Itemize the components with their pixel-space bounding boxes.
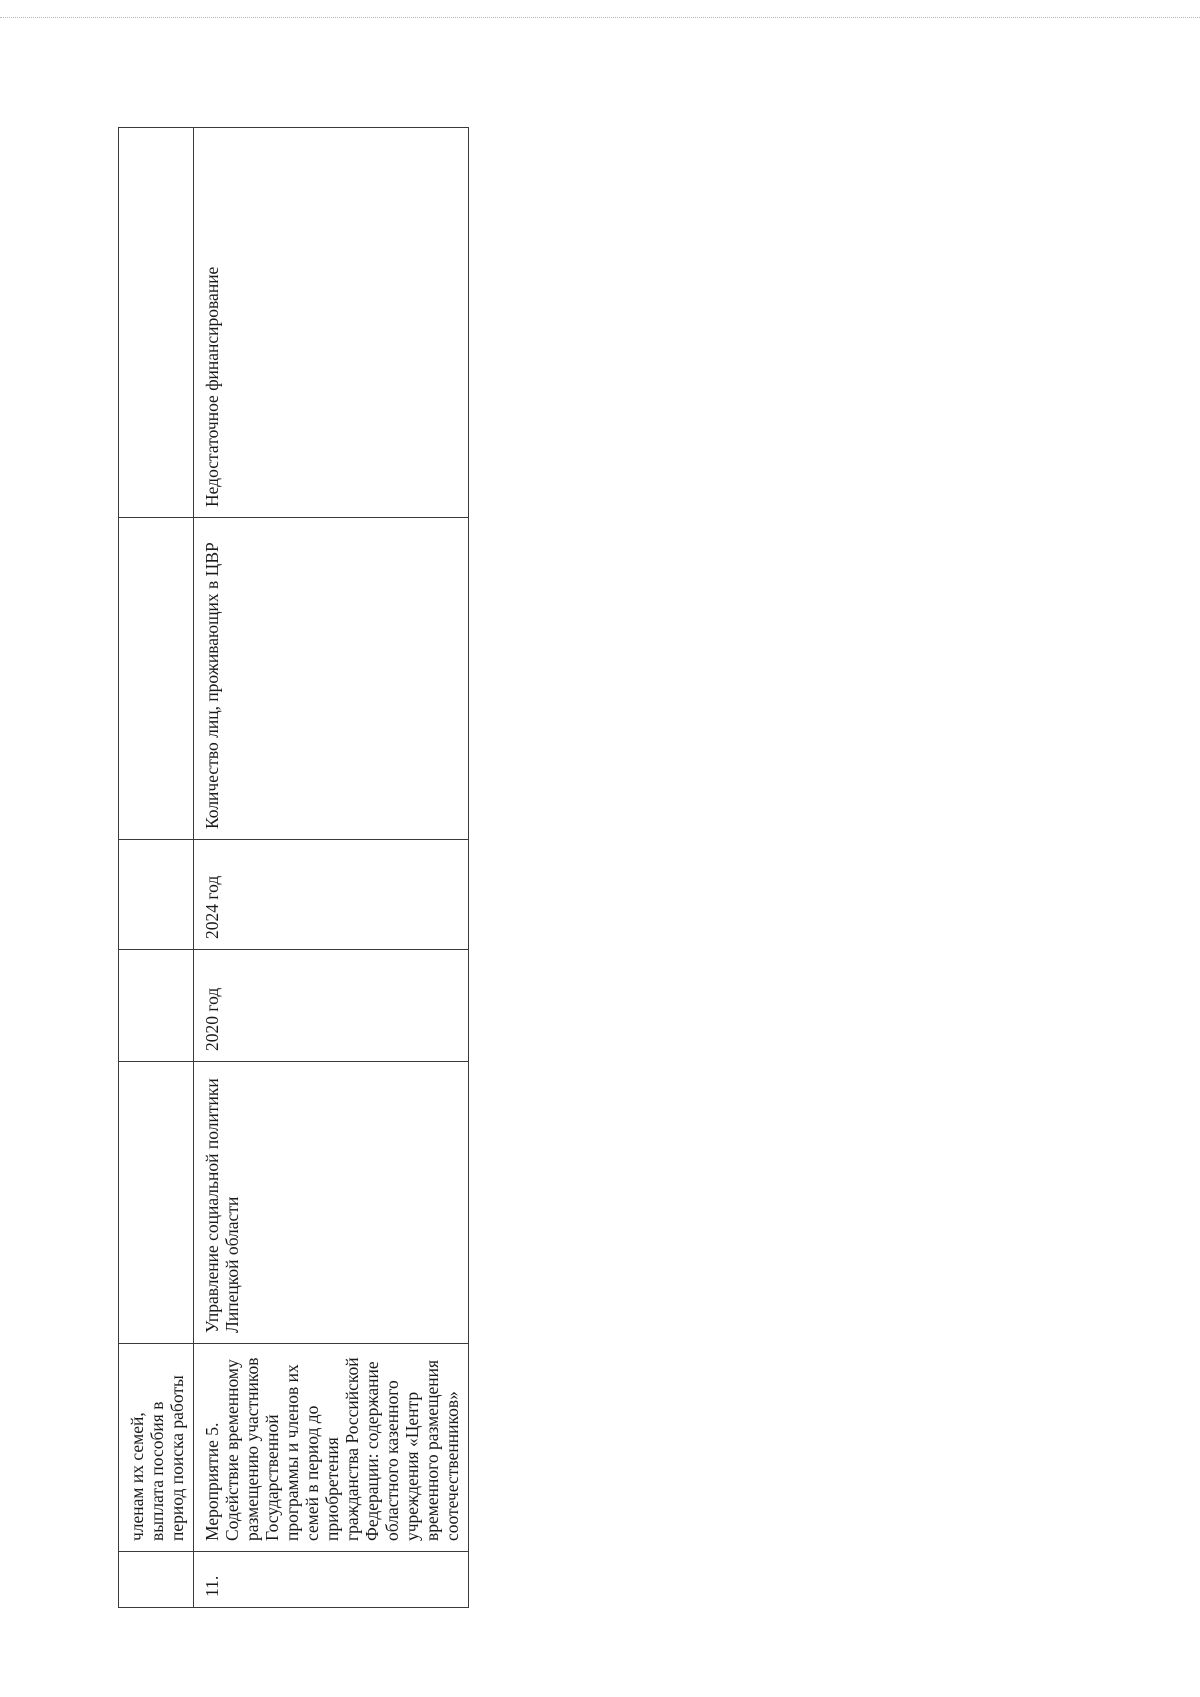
executor-cell <box>119 1062 194 1344</box>
table-row <box>119 128 194 1608</box>
row-number-cell <box>119 1552 194 1608</box>
executor-cell: Управление социальной политики Липецкой области <box>194 1062 469 1344</box>
risk-cell: Недостаточное финансирование <box>194 128 469 518</box>
start-date-cell: 2020 год <box>194 950 469 1062</box>
row-number-cell: 11. <box>194 1552 469 1608</box>
end-date-cell: 2024 год <box>194 840 469 950</box>
event-cell: Мероприятие 5. Содействие временному размещению участников Государственной программы и членов их семей в период до приобретения гражданства Российской Федерации: содержание областного казенного учреждения «Центр временного размещения соотечественников» <box>194 1344 469 1552</box>
landscape-page <box>118 128 462 1608</box>
indicator-cell: Количество лиц, проживающих в ЦВР <box>194 518 469 840</box>
indicator-cell <box>119 518 194 840</box>
end-date-cell <box>119 840 194 950</box>
program-table <box>118 127 469 1608</box>
risk-cell <box>119 128 194 518</box>
rotated-table-wrapper <box>118 128 462 1608</box>
table-row <box>194 128 469 1608</box>
scan-edge-line <box>0 17 1200 18</box>
event-cell: членам их семей, выплата пособия в период поиска работы <box>119 1344 194 1552</box>
start-date-cell <box>119 950 194 1062</box>
